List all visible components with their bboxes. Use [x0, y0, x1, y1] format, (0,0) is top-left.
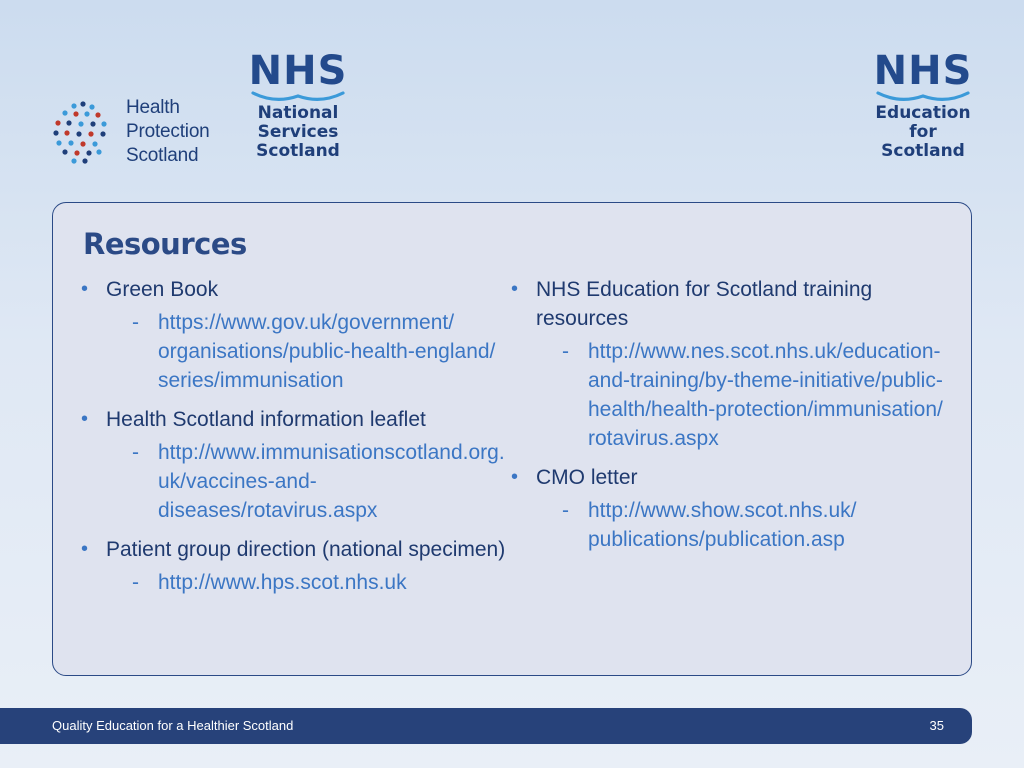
list-item [79, 535, 519, 597]
content-panel [52, 202, 972, 676]
nss-line-2: Services [257, 122, 339, 142]
resource-link[interactable]: http://www.nes.scot.nhs.uk/education-and-training/by-theme-initiative/public-health/health-protection/immunisation/ rotavirus.aspx [588, 340, 943, 450]
nhs-nss-mark: NHS [248, 48, 348, 94]
resource-link[interactable]: http://www.immunisationscotland.org. uk/vaccines-and-diseases/rotavirus.aspx [158, 441, 505, 522]
nhs-nss-logo [246, 48, 350, 161]
item-label: Green Book [106, 278, 219, 301]
left-column [79, 275, 519, 607]
hps-logo [52, 96, 210, 168]
footer-bar [0, 708, 972, 744]
resource-link[interactable]: http://www.show.scot.nhs.uk/ publications/publication.asp [588, 499, 857, 551]
hps-line-2: Protection [126, 121, 210, 142]
nes-line-1: Education [875, 103, 971, 123]
sub-item [536, 496, 949, 554]
nes-line-3: Scotland [881, 141, 965, 161]
list-item [509, 275, 949, 453]
sub-item [106, 308, 519, 395]
right-column [509, 275, 949, 564]
hps-dots-icon [52, 100, 112, 164]
dash-icon: - [562, 340, 569, 363]
dash-icon: - [132, 311, 139, 334]
nes-line-2: for [909, 122, 937, 142]
item-label: NHS Education for Scotland training resources [536, 278, 873, 330]
bullet-icon: • [511, 278, 519, 300]
resource-link[interactable]: https://www.gov.uk/government/ organisations/public-health-england/ series/immunisation [158, 311, 496, 392]
nss-line-3: Scotland [256, 141, 340, 161]
bullet-icon: • [81, 538, 89, 560]
footer-text: Quality Education for a Healthier Scotland [52, 718, 294, 733]
dash-icon: - [132, 441, 139, 464]
item-label: Patient group direction (national specimen) [106, 538, 506, 561]
sub-item [106, 568, 519, 597]
bullet-icon: • [81, 278, 89, 300]
list-item [79, 275, 519, 395]
nss-line-1: National [257, 103, 339, 123]
sub-item [106, 438, 519, 525]
bullet-icon: • [511, 466, 519, 488]
item-label: Health Scotland information leaflet [106, 408, 426, 431]
list-item [79, 405, 519, 525]
sub-item [536, 337, 949, 453]
page-number: 35 [929, 718, 944, 733]
hps-line-3: Scotland [126, 145, 199, 166]
hps-logo-text [126, 96, 210, 168]
nhs-nes-logo [868, 48, 978, 161]
bullet-icon: • [81, 408, 89, 430]
list-item [509, 463, 949, 554]
slide-title: Resources [83, 227, 247, 261]
resource-link[interactable]: http://www.hps.scot.nhs.uk [158, 571, 407, 594]
hps-line-1: Health [126, 97, 180, 118]
dash-icon: - [562, 499, 569, 522]
dash-icon: - [132, 571, 139, 594]
item-label: CMO letter [536, 466, 638, 489]
nhs-nes-mark: NHS [873, 48, 973, 94]
